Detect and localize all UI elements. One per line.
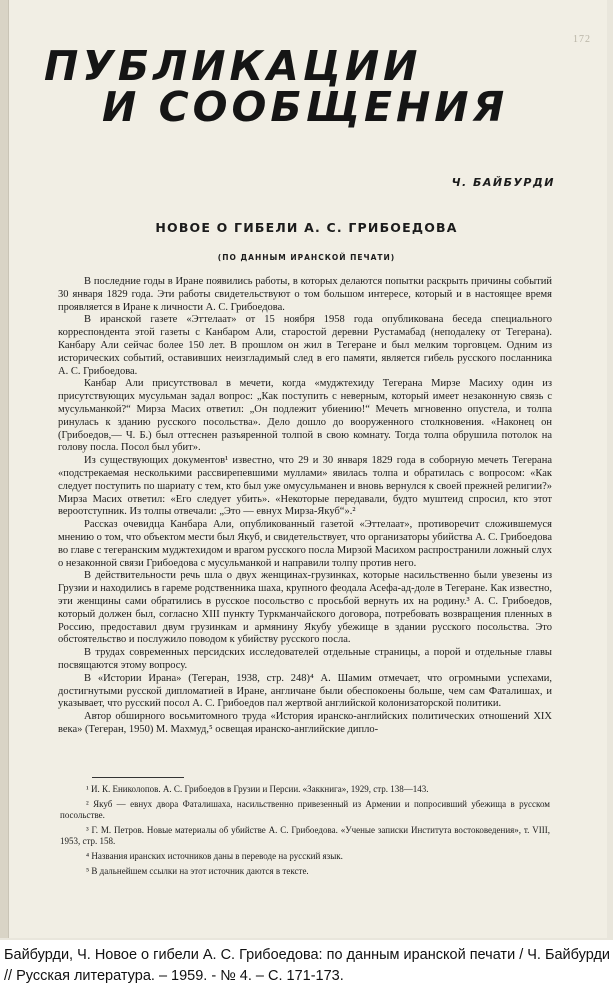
footnotes <box>60 784 550 880</box>
paragraph: В последние годы в Иране появились работы, в которых делаются попытки раскрыть причины событий 30 января 1829 года. Эти работы свидетельствуют о том большом интересе, который и в настоящее время проявляется в Иране к личности А. С. Грибоедова. <box>58 276 552 313</box>
section-title-line2: И СООБЩЕНИЯ <box>102 83 509 131</box>
paragraph: Автор обширного восьмитомного труда «История иранско-английских политических отношений XIX века» (Тегеран, 1950) М. Махмуд,⁵ освещая иранско-английские дипло- <box>58 711 552 735</box>
citation-caption: Байбурди, Ч. Новое о гибели А. С. Грибоедова: по данным иранской печати / Ч. Байбурди // Русская литература. – 1959. - № 4. – С. 171-173. <box>0 940 613 1000</box>
paragraph: Канбар Али присутствовал в мечети, когда «муджтехиду Тегерана Мирзе Масиху один из присутствующих мусульман задал вопрос: „Как поступить с неверным, который имеет незаконную связь с мусульманкой?“ Мирза Масих ответил: „Он подлежит убиению!“ Мечеть мгновенно опустела, и толпа ринулась к зданию русского посольства». Дело дошло до вооруженного столкновения. «Наконец он (Грибоедов,— Ч. Б.) был оттеснен разъяренной толпой в свою комнату. Тогда толпа обрушила потолок на голову посла. Посол был убит». <box>58 378 552 454</box>
page-number: 172 <box>573 34 591 45</box>
paragraph: В трудах современных персидских исследователей отдельные страницы, а порой и отдельные главы посвящаются этому вопросу. <box>58 647 552 671</box>
section-title-line1: ПУБЛИКАЦИИ <box>44 42 422 90</box>
article-body <box>58 276 552 737</box>
footnote: ³ Г. М. Петров. Новые материалы об убийстве А. С. Грибоедова. «Ученые записки Института востоковедения», т. VIII, 1953, стр. 158. <box>60 824 550 847</box>
paragraph: В иранской газете «Эттелаат» от 15 ноября 1958 года опубликована беседа специального корреспондента этой газеты с Канбаром Али, старостой деревни Рустамабад (неподалеку от Тегерана). Канбару Али сейчас более 150 лет. В прошлом он жил в Тегеране и был мелким торговцем. Одним из исторических событий, оставивших неизгладимый след в его памяти, является гибель русского посланника А. С. Грибоедова. <box>58 314 552 377</box>
book-spine <box>0 0 8 938</box>
footnote: ² Якуб — евнух двора Фаталишаха, насильственно привезенный из Армении и попросивший убежища в русском посольстве. <box>60 798 550 821</box>
section-title <box>44 42 509 131</box>
footnote: ⁵ В дальнейшем ссылки на этот источник даются в тексте. <box>86 865 309 876</box>
article-title: НОВОЕ О ГИБЕЛИ А. С. ГРИБОЕДОВА <box>155 220 458 235</box>
paragraph: Из существующих документов¹ известно, что 29 и 30 января 1829 года в соборную мечеть Тегерана «подстрекаемая несколькими рассвирепевшими муллами» явилась толпа и обратилась с вопросом: «Как следует поступить по шариату с тем, кто был уже омусульманен и вновь вернулся к своей прежней религии?» Мирза Масих ответил: «Его следует убить». «Некоторые передавали, будто муштеид спросил, кто этот вероотступник. Из толпы отвечали: „Это — евнух Мирза-Якуб“».² <box>58 455 552 518</box>
footnote: ⁴ Названия иранских источников даны в переводе на русский язык. <box>86 850 343 861</box>
paragraph: Рассказ очевидца Канбара Али, опубликованный газетой «Эттелаат», противоречит сложившемуся мнению о том, что объектом мести был Якуб, и свидетельствует, что организаторы убийства А. С. Грибоедова во главе с тегеранским муджтехидом и врагом русского посла Мирзой Масихом распространили ложный слух о незаконной связи Грибоедова с мусульманкой и направили толпу против него. <box>58 519 552 569</box>
paragraph: В действительности речь шла о двух женщинах-грузинках, которые насильственно были увезены из Грузии и находились в гареме родственника шаха, крупного феодала Асефа-ад-доле в Тегеране. Как известно, эти женщины сами обратились в русское посольство с просьбой вернуть их на родину.³ А. С. Грибоедов, который должен был, согласно XIII пункту Туркманчайского договора, потребовать возвращения пленных в Россию, предоставил двум грузинкам и армянину Якубу убежище в здании русского посольства. Это обстоятельство и послужило поводом к убийству русского посла. <box>58 570 552 646</box>
article-subtitle: (ПО ДАННЫМ ИРАНСКОЙ ПЕЧАТИ) <box>217 253 396 262</box>
paragraph: В «Истории Ирана» (Тегеран, 1938, стр. 248)⁴ А. Шамим отмечает, что огромными успехами, достигнутыми русской дипломатией в Иране, англичане были обеспокоены больше, чем сам Фаталишах, и указывает, что русский посол А. С. Грибоедов пал жертвой английской колонизаторской политики. <box>58 672 552 710</box>
footnote: ¹ И. К. Ениколопов. А. С. Грибоедов в Грузии и Персии. «Заккнига», 1929, стр. 138—143. <box>86 784 429 794</box>
author-name: Ч. БАЙБУРДИ <box>451 176 555 189</box>
footnote-divider <box>92 777 184 778</box>
